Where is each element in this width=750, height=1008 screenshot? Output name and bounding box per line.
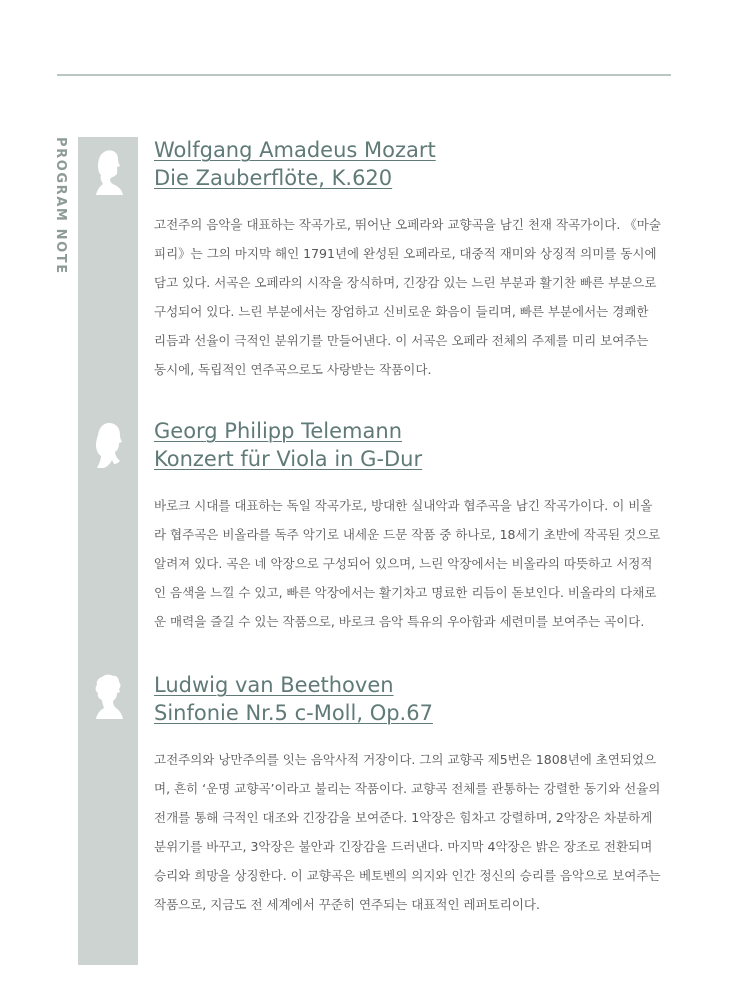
telemann-bust-icon bbox=[92, 420, 124, 470]
text-line: 고전주의 음악을 대표하는 작곡가로, 뛰어난 오페라와 교향곡을 남긴 천재 작곡가이다. 《마술 bbox=[154, 217, 661, 232]
program-note-text bbox=[154, 210, 678, 384]
text-line: 며, 흔히 ‘운명 교향곡’이라고 불리는 작품이다. 교향곡 전체를 관통하는 강렬한 동기와 선율의 bbox=[154, 781, 661, 796]
program-note-text bbox=[154, 745, 678, 919]
side-band bbox=[78, 137, 138, 965]
program-section-mozart bbox=[154, 136, 678, 384]
program-note-text bbox=[154, 491, 678, 636]
beethoven-bust-icon bbox=[92, 672, 124, 722]
text-line: 인 음색을 느낄 수 있고, 빠른 악장에서는 활기차고 명료한 리듬이 돋보인다. 비올라의 다채로 bbox=[154, 585, 657, 600]
program-section-beethoven bbox=[154, 671, 678, 919]
text-line: 전개를 통해 극적인 대조와 긴장감을 보여준다. 1악장은 힘차고 강렬하며, 2악장은 차분하게 bbox=[154, 810, 653, 825]
text-line: 알려져 있다. 곡은 네 악장으로 구성되어 있으며, 느린 악장에서는 비올라의 따뜻하고 서정적 bbox=[154, 556, 653, 571]
program-note-label: PROGRAM NOTE bbox=[53, 137, 68, 275]
program-section-telemann bbox=[154, 417, 678, 636]
text-line: 리듬과 선율이 극적인 분위기를 만들어낸다. 이 서곡은 오페라 전체의 주제를 미리 보여주는 bbox=[154, 333, 649, 348]
top-divider bbox=[57, 74, 671, 76]
composer-name: Georg Philipp Telemann bbox=[154, 419, 403, 443]
text-line: 분위기를 바꾸고, 3악장은 불안과 긴장감을 드러낸다. 마지막 4악장은 밝은 장조로 전환되며 bbox=[154, 839, 653, 854]
text-line: 승리와 희망을 상징한다. 이 교향곡은 베토벤의 의지와 인간 정신의 승리를 음악으로 보여주는 bbox=[154, 868, 661, 883]
text-line: 바로크 시대를 대표하는 독일 작곡가로, 방대한 실내악과 협주곡을 남긴 작곡가이다. 이 비올 bbox=[154, 498, 653, 513]
composer-name: Ludwig van Beethoven bbox=[154, 673, 394, 697]
text-line: 구성되어 있다. 느린 부분에서는 장엄하고 신비로운 화음이 들리며, 빠른 부분에서는 경쾌한 bbox=[154, 304, 649, 319]
work-title: Die Zauberflöte, K.620 bbox=[154, 166, 393, 190]
composer-name: Wolfgang Amadeus Mozart bbox=[154, 138, 436, 162]
work-title: Konzert für Viola in G-Dur bbox=[154, 447, 423, 471]
text-line: 운 매력을 즐길 수 있는 작품으로, 바로크 음악 특유의 우아함과 세련미를 보여주는 곡이다. bbox=[154, 614, 645, 629]
text-line: 작품으로, 지금도 전 세계에서 꾸준히 연주되는 대표적인 레퍼토리이다. bbox=[154, 897, 540, 912]
work-title: Sinfonie Nr.5 c-Moll, Op.67 bbox=[154, 701, 433, 725]
mozart-bust-icon bbox=[92, 148, 124, 198]
text-line: 피리》는 그의 마지막 해인 1791년에 완성된 오페라로, 대중적 재미와 상징적 의미를 동시에 bbox=[154, 246, 657, 261]
text-line: 라 협주곡은 비올라를 독주 악기로 내세운 드문 작품 중 하나로, 18세기 초반에 작곡된 것으로 bbox=[154, 527, 661, 542]
text-line: 고전주의와 낭만주의를 잇는 음악사적 거장이다. 그의 교향곡 제5번은 1808년에 초연되었으 bbox=[154, 752, 657, 767]
text-line: 동시에, 독립적인 연주곡으로도 사랑받는 작품이다. bbox=[154, 362, 432, 377]
text-line: 담고 있다. 서곡은 오페라의 시작을 장식하며, 긴장감 있는 느린 부분과 활기찬 빠른 부분으로 bbox=[154, 275, 657, 290]
